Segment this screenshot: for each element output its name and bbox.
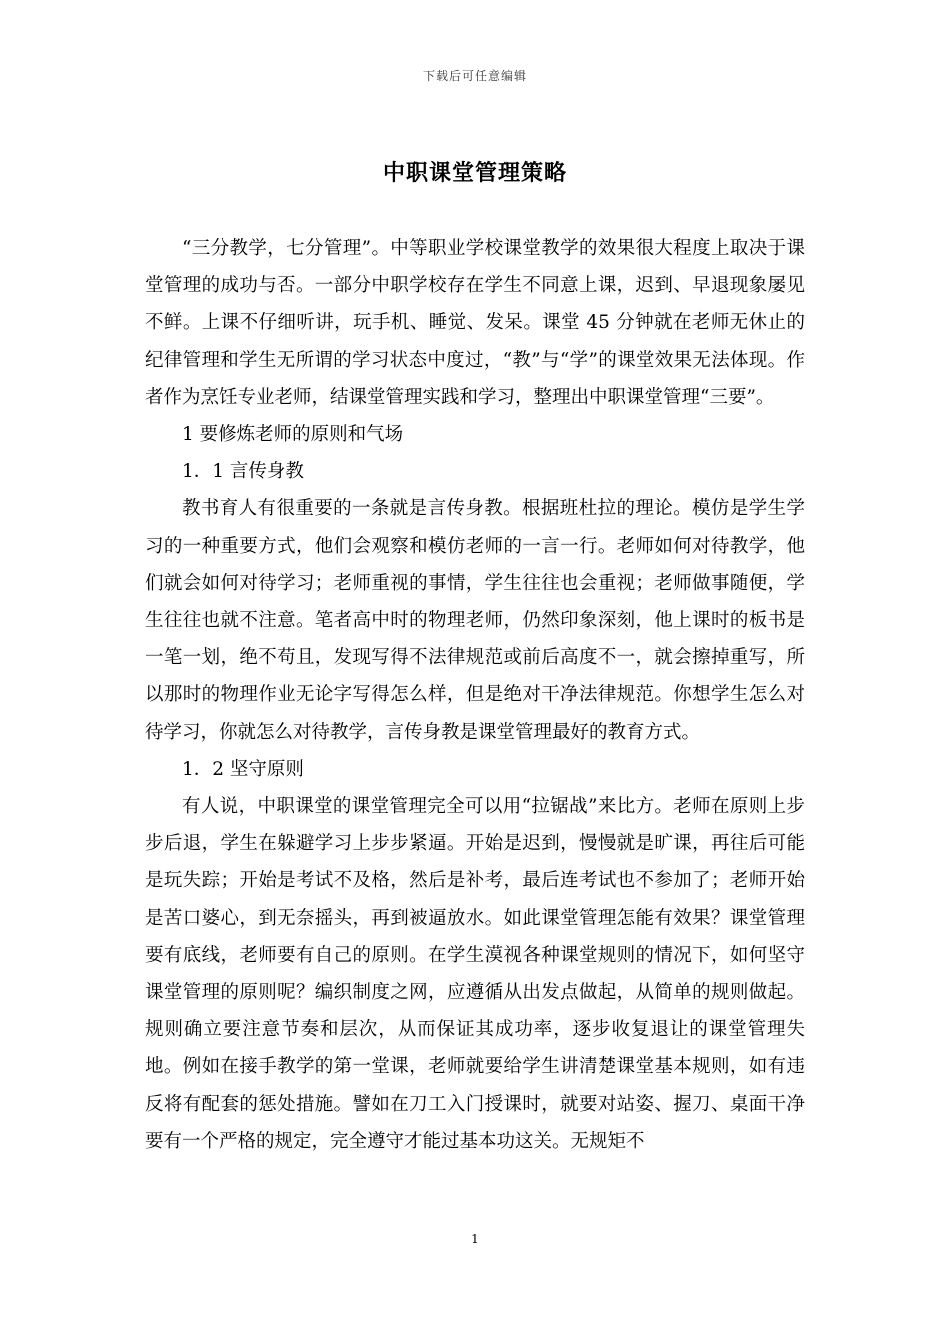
- section-heading-1: 1 要修炼老师的原则和气场: [182, 424, 404, 446]
- document-body: [145, 230, 805, 1160]
- page-header: 下载后可任意编辑: [422, 69, 527, 83]
- subsection-heading-1-1: 1．1 言传身教: [182, 461, 304, 483]
- paragraph-1-2: 有人说，中职课堂的课堂管理完全可以用“拉锯战”来比方。老师在原则上步步后退，学生在躲避学习上步步紧逼。开始是迟到，慢慢就是旷课，再往后可能是玩失踪；开始是考试不及格，然后是补考，最后连考试也不参加了；老师开始是苦口婆心，到无奈摇头，再到被逼放水。如此课堂管理怎能有效果？课堂管理要有底线，老师要有自己的原则。在学生漠视各种课堂规则的情况下，如何坚守课堂管理的原则呢？编织制度之网，应遵循从出发点做起，从简单的规则做起。规则确立要注意节奏和层次，从而保证其成功率，逐步收复退让的课堂管理失地。例如在接手教学的第一堂课，老师就要给学生讲清楚课堂基本规则，如有违反将有配套的惩处措施。譬如在刀工入门授课时，就要对站姿、握刀、桌面干净要有一个严格的规定，完全遵守才能过基本功这关。无规矩不: [145, 796, 805, 1152]
- paragraph-intro: “三分教学，七分管理”。中等职业学校课堂教学的效果很大程度上取决于课堂管理的成功与否。一部分中职学校存在学生不同意上课，迟到、早退现象屡见不鲜。上课不仔细听讲，玩手机、睡觉、发呆。课堂 45 分钟就在老师无休止的纪律管理和学生无所谓的学习状态中度过，“教”与“学”的课堂效果无法体现。作者作为烹饪专业老师，结课堂管理实践和学习，整理出中职课堂管理“三要”。: [145, 238, 805, 408]
- page-number: 1: [471, 1232, 479, 1246]
- subsection-heading-1-2: 1．2 坚守原则: [182, 758, 304, 780]
- paragraph-1-1: 教书育人有很重要的一条就是言传身教。根据班杜拉的理论。模仿是学生学习的一种重要方式，他们会观察和模仿老师的一言一行。老师如何对待教学，他们就会如何对待学习；老师重视的事情，学生往往也会重视；老师做事随便，学生往往也就不注意。笔者高中时的物理老师，仍然印象深刻，他上课时的板书是一笔一划，绝不苟且，发现写得不法律规范或前后高度不一，就会擦掉重写，所以那时的物理作业无论字写得怎么样，但是绝对干净法律规范。你想学生怎么对待学习，你就怎么对待教学，言传身教是课堂管理最好的教育方式。: [145, 498, 805, 743]
- document-title: 中职课堂管理策略: [382, 161, 567, 186]
